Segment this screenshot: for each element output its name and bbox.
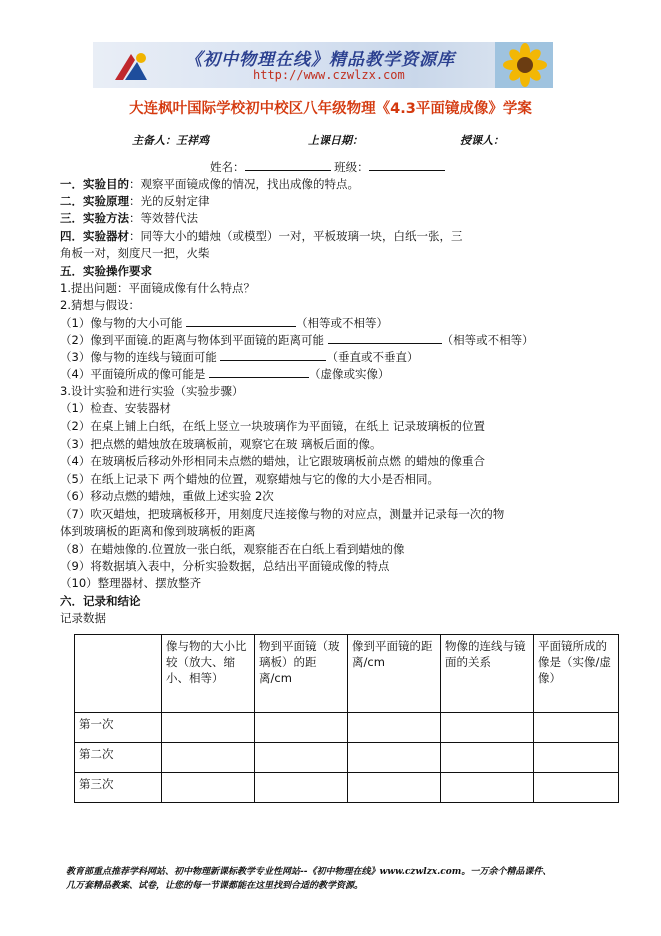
section-method: 三．实验方法：等效替代法 — [60, 211, 198, 225]
step-item: （9）将数据填入表中，分析实验数据，总结出平面镜成像的特点 — [60, 559, 390, 573]
table-header-cell: 物像的连线与镜面的关系 — [441, 635, 534, 713]
section-principle: 二．实验原理：光的反射定律 — [60, 194, 210, 208]
step-item: （2）在桌上铺上白纸，在纸上竖立一块玻璃作为平面镜，在纸上 记录玻璃板的位置 — [60, 419, 485, 433]
step-item: （6）移动点燃的蜡烛，重做上述实验 2次 — [60, 489, 274, 503]
step-item: （1）检查、安装器材 — [60, 401, 171, 415]
table-row — [75, 713, 619, 743]
record-table — [74, 634, 619, 803]
table-header-cell: 像到平面镜的距离/cm — [348, 635, 441, 713]
table-header-cell — [75, 635, 162, 713]
banner-url[interactable]: http://www.czwlzx.com — [253, 68, 405, 82]
step-item: （4）在玻璃板后移动外形相同未点燃的蜡烛，让它跟玻璃板前点燃 的蜡烛的像重合 — [60, 454, 485, 468]
table-row — [75, 773, 619, 803]
banner-title: 《初中物理在线》精品教学资源库 — [185, 50, 455, 70]
question-2: 2.猜想与假设： — [60, 298, 140, 312]
document-title: 大连枫叶国际学校初中校区八年级物理《4.3平面镜成像》学案 — [129, 101, 532, 117]
table-cell[interactable] — [255, 743, 348, 773]
hypothesis-1: （1）像与物的大小可能 （相等或不相等） — [60, 316, 388, 330]
table-cell[interactable] — [534, 743, 619, 773]
table-cell[interactable] — [534, 713, 619, 743]
step-item: （10）整理器材、摆放整齐 — [60, 576, 202, 590]
row-label: 第一次 — [75, 713, 162, 743]
step-item: （7）吹灭蜡烛，把玻璃板移开，用刻度尺连接像与物的对应点，测量并记录每一次的物 — [60, 507, 505, 521]
section-procedure: 五．实验操作要求 — [60, 264, 152, 278]
table-cell[interactable] — [255, 713, 348, 743]
hypothesis-3: （3）像与物的连线与镜面可能 （垂直或不垂直） — [60, 350, 419, 364]
hypothesis-1-blank[interactable] — [186, 314, 296, 327]
hypothesis-2: （2）像到平面镜.的距离与物体到平面镜的距离可能 （相等或不相等） — [60, 333, 534, 347]
table-header-row — [75, 635, 619, 713]
question-1: 1.提出问题：平面镜成像有什么特点？ — [60, 281, 255, 295]
table-cell[interactable] — [534, 773, 619, 803]
section-equipment: 四．实验器材：同等大小的蜡烛（或模型）一对，平板玻璃一块，白纸一张，三 — [60, 229, 463, 243]
table-cell[interactable] — [348, 743, 441, 773]
table-cell[interactable] — [441, 773, 534, 803]
header-banner — [93, 42, 553, 88]
hypothesis-3-blank[interactable] — [220, 348, 326, 361]
table-cell[interactable] — [441, 743, 534, 773]
student-info — [210, 158, 445, 175]
table-cell[interactable] — [441, 713, 534, 743]
table-header-cell: 平面镜所成的像是（实像/虚像） — [534, 635, 619, 713]
table-cell[interactable] — [162, 743, 255, 773]
table-cell[interactable] — [348, 773, 441, 803]
table-cell[interactable] — [348, 713, 441, 743]
section-record: 六．记录和结论 — [60, 594, 141, 608]
footer-line-1: 教育部重点推荐学科网站、初中物理新课标教学专业性网站--《初中物理在线》www.czwlzx.com。一万余个精品课件、 — [66, 867, 552, 877]
footer-line-2: 几万套精品教案、试卷，让您的每一节课都能在这里找到合适的教学资源。 — [66, 881, 364, 891]
record-label: 记录数据 — [60, 611, 106, 625]
hypothesis-4-blank[interactable] — [209, 365, 309, 378]
step-item: （5）在纸上记录下 两个蜡烛的位置，观察蜡烛与它的像的大小是否相同。 — [60, 472, 439, 486]
row-label: 第三次 — [75, 773, 162, 803]
question-3: 3.设计实验和进行实验（实验步骤） — [60, 384, 244, 398]
name-blank[interactable] — [245, 158, 331, 171]
teacher-label: 授课人： — [460, 134, 504, 147]
section-purpose: 一．实验目的：观察平面镜成像的情况，找出成像的特点。 — [60, 177, 359, 191]
step-item: 体到玻璃板的距离和像到玻璃板的距离 — [60, 524, 256, 538]
name-label: 姓名： — [210, 160, 245, 174]
table-row — [75, 743, 619, 773]
date-label: 上课日期： — [308, 134, 363, 147]
step-item: （3）把点燃的蜡烛放在玻璃板前，观察它在玻 璃板后面的像。 — [60, 437, 382, 451]
step-item: （8）在蜡烛像的.位置放一张白纸，观察能否在白纸上看到蜡烛的像 — [60, 542, 405, 556]
row-label: 第二次 — [75, 743, 162, 773]
class-blank[interactable] — [369, 158, 445, 171]
sunflower-icon — [495, 42, 553, 88]
table-header-cell: 像与物的大小比较（放大、缩小、相等） — [162, 635, 255, 713]
site-logo-icon — [111, 50, 151, 84]
hypothesis-4: （4）平面镜所成的像可能是 （虚像或实像） — [60, 367, 390, 381]
hypothesis-2-blank[interactable] — [328, 331, 442, 344]
table-cell[interactable] — [162, 773, 255, 803]
author-label: 主备人：王祥鸡 — [132, 134, 209, 147]
section-equipment-cont: 角板一对，刻度尺一把，火柴 — [60, 246, 210, 260]
class-label: 班级： — [334, 160, 369, 174]
table-header-cell: 物到平面镜（玻璃板）的距离/cm — [255, 635, 348, 713]
table-cell[interactable] — [162, 713, 255, 743]
table-cell[interactable] — [255, 773, 348, 803]
